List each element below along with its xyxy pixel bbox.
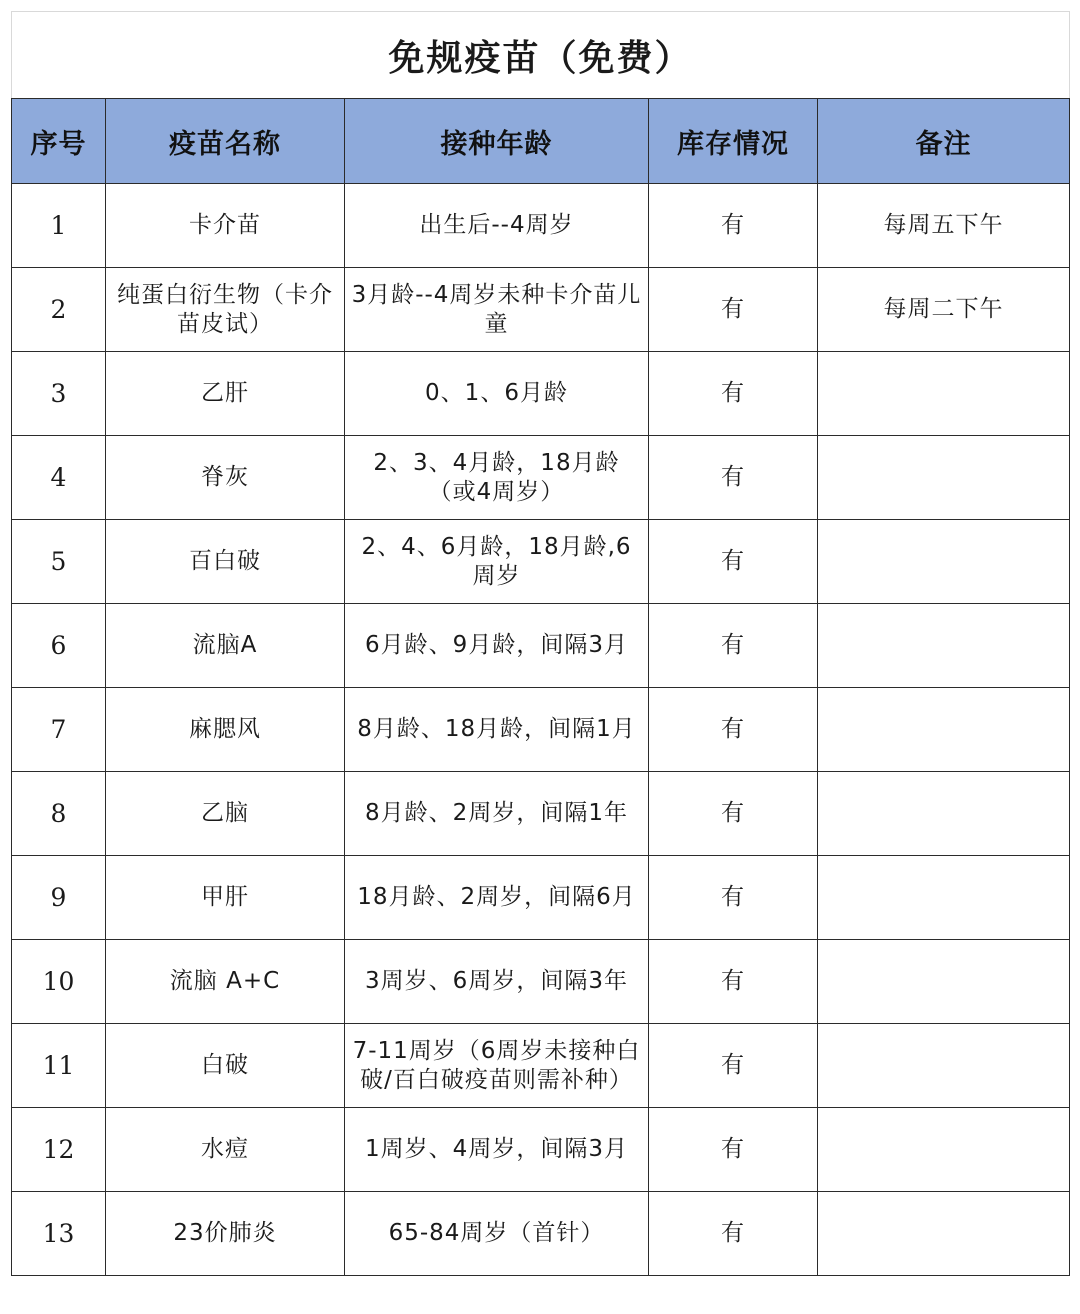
cell-vaccine-name: 甲肝 [106, 856, 345, 940]
cell-age: 出生后--4周岁 [345, 184, 649, 268]
cell-no: 11 [12, 1024, 106, 1108]
table-body [12, 184, 1070, 1276]
table-row [12, 856, 1070, 940]
cell-stock: 有 [649, 352, 818, 436]
cell-stock: 有 [649, 1024, 818, 1108]
cell-vaccine-name: 水痘 [106, 1108, 345, 1192]
cell-stock: 有 [649, 184, 818, 268]
table-title: 免规疫苗（免费） [12, 12, 1070, 99]
table-row [12, 436, 1070, 520]
table-row [12, 1192, 1070, 1276]
cell-vaccine-name: 卡介苗 [106, 184, 345, 268]
cell-no: 3 [12, 352, 106, 436]
cell-note [818, 856, 1070, 940]
cell-note [818, 940, 1070, 1024]
cell-note [818, 352, 1070, 436]
cell-stock: 有 [649, 856, 818, 940]
table-row [12, 1108, 1070, 1192]
cell-no: 13 [12, 1192, 106, 1276]
cell-vaccine-name: 流脑A [106, 604, 345, 688]
cell-note [818, 688, 1070, 772]
cell-no: 10 [12, 940, 106, 1024]
cell-no: 7 [12, 688, 106, 772]
cell-stock: 有 [649, 520, 818, 604]
cell-note: 每周二下午 [818, 268, 1070, 352]
cell-note [818, 1192, 1070, 1276]
header-no: 序号 [12, 99, 106, 184]
cell-age: 3月龄--4周岁未种卡介苗儿童 [345, 268, 649, 352]
cell-age: 2、3、4月龄，18月龄（或4周岁） [345, 436, 649, 520]
cell-note [818, 604, 1070, 688]
cell-no: 8 [12, 772, 106, 856]
cell-stock: 有 [649, 1108, 818, 1192]
cell-note [818, 436, 1070, 520]
cell-stock: 有 [649, 1192, 818, 1276]
table-row [12, 268, 1070, 352]
table-row [12, 184, 1070, 268]
cell-no: 9 [12, 856, 106, 940]
cell-no: 4 [12, 436, 106, 520]
cell-stock: 有 [649, 436, 818, 520]
cell-no: 5 [12, 520, 106, 604]
header-vaccine-name: 疫苗名称 [106, 99, 345, 184]
header-note: 备注 [818, 99, 1070, 184]
cell-vaccine-name: 百白破 [106, 520, 345, 604]
cell-age: 7-11周岁（6周岁未接种白破/百白破疫苗则需补种） [345, 1024, 649, 1108]
table-row [12, 772, 1070, 856]
cell-age: 6月龄、9月龄，间隔3月 [345, 604, 649, 688]
cell-age: 8月龄、2周岁，间隔1年 [345, 772, 649, 856]
table-row [12, 940, 1070, 1024]
cell-no: 2 [12, 268, 106, 352]
table-row [12, 604, 1070, 688]
cell-note [818, 1108, 1070, 1192]
header-row [12, 99, 1070, 184]
cell-note [818, 772, 1070, 856]
table-row [12, 688, 1070, 772]
cell-vaccine-name: 麻腮风 [106, 688, 345, 772]
cell-vaccine-name: 23价肺炎 [106, 1192, 345, 1276]
cell-note [818, 520, 1070, 604]
header-stock: 库存情况 [649, 99, 818, 184]
cell-age: 65-84周岁（首针） [345, 1192, 649, 1276]
cell-stock: 有 [649, 604, 818, 688]
title-row [12, 12, 1070, 99]
header-age: 接种年龄 [345, 99, 649, 184]
cell-age: 0、1、6月龄 [345, 352, 649, 436]
cell-age: 18月龄、2周岁，间隔6月 [345, 856, 649, 940]
table-row [12, 352, 1070, 436]
cell-note [818, 1024, 1070, 1108]
cell-vaccine-name: 乙脑 [106, 772, 345, 856]
cell-age: 3周岁、6周岁，间隔3年 [345, 940, 649, 1024]
cell-age: 2、4、6月龄，18月龄,6周岁 [345, 520, 649, 604]
cell-vaccine-name: 流脑 A+C [106, 940, 345, 1024]
cell-vaccine-name: 白破 [106, 1024, 345, 1108]
cell-no: 1 [12, 184, 106, 268]
cell-age: 8月龄、18月龄，间隔1月 [345, 688, 649, 772]
vaccine-table [11, 11, 1070, 1276]
cell-vaccine-name: 乙肝 [106, 352, 345, 436]
cell-stock: 有 [649, 688, 818, 772]
cell-no: 6 [12, 604, 106, 688]
cell-no: 12 [12, 1108, 106, 1192]
table-row [12, 1024, 1070, 1108]
cell-vaccine-name: 纯蛋白衍生物（卡介苗皮试） [106, 268, 345, 352]
cell-age: 1周岁、4周岁，间隔3月 [345, 1108, 649, 1192]
cell-vaccine-name: 脊灰 [106, 436, 345, 520]
cell-note: 每周五下午 [818, 184, 1070, 268]
cell-stock: 有 [649, 268, 818, 352]
cell-stock: 有 [649, 772, 818, 856]
table-row [12, 520, 1070, 604]
cell-stock: 有 [649, 940, 818, 1024]
